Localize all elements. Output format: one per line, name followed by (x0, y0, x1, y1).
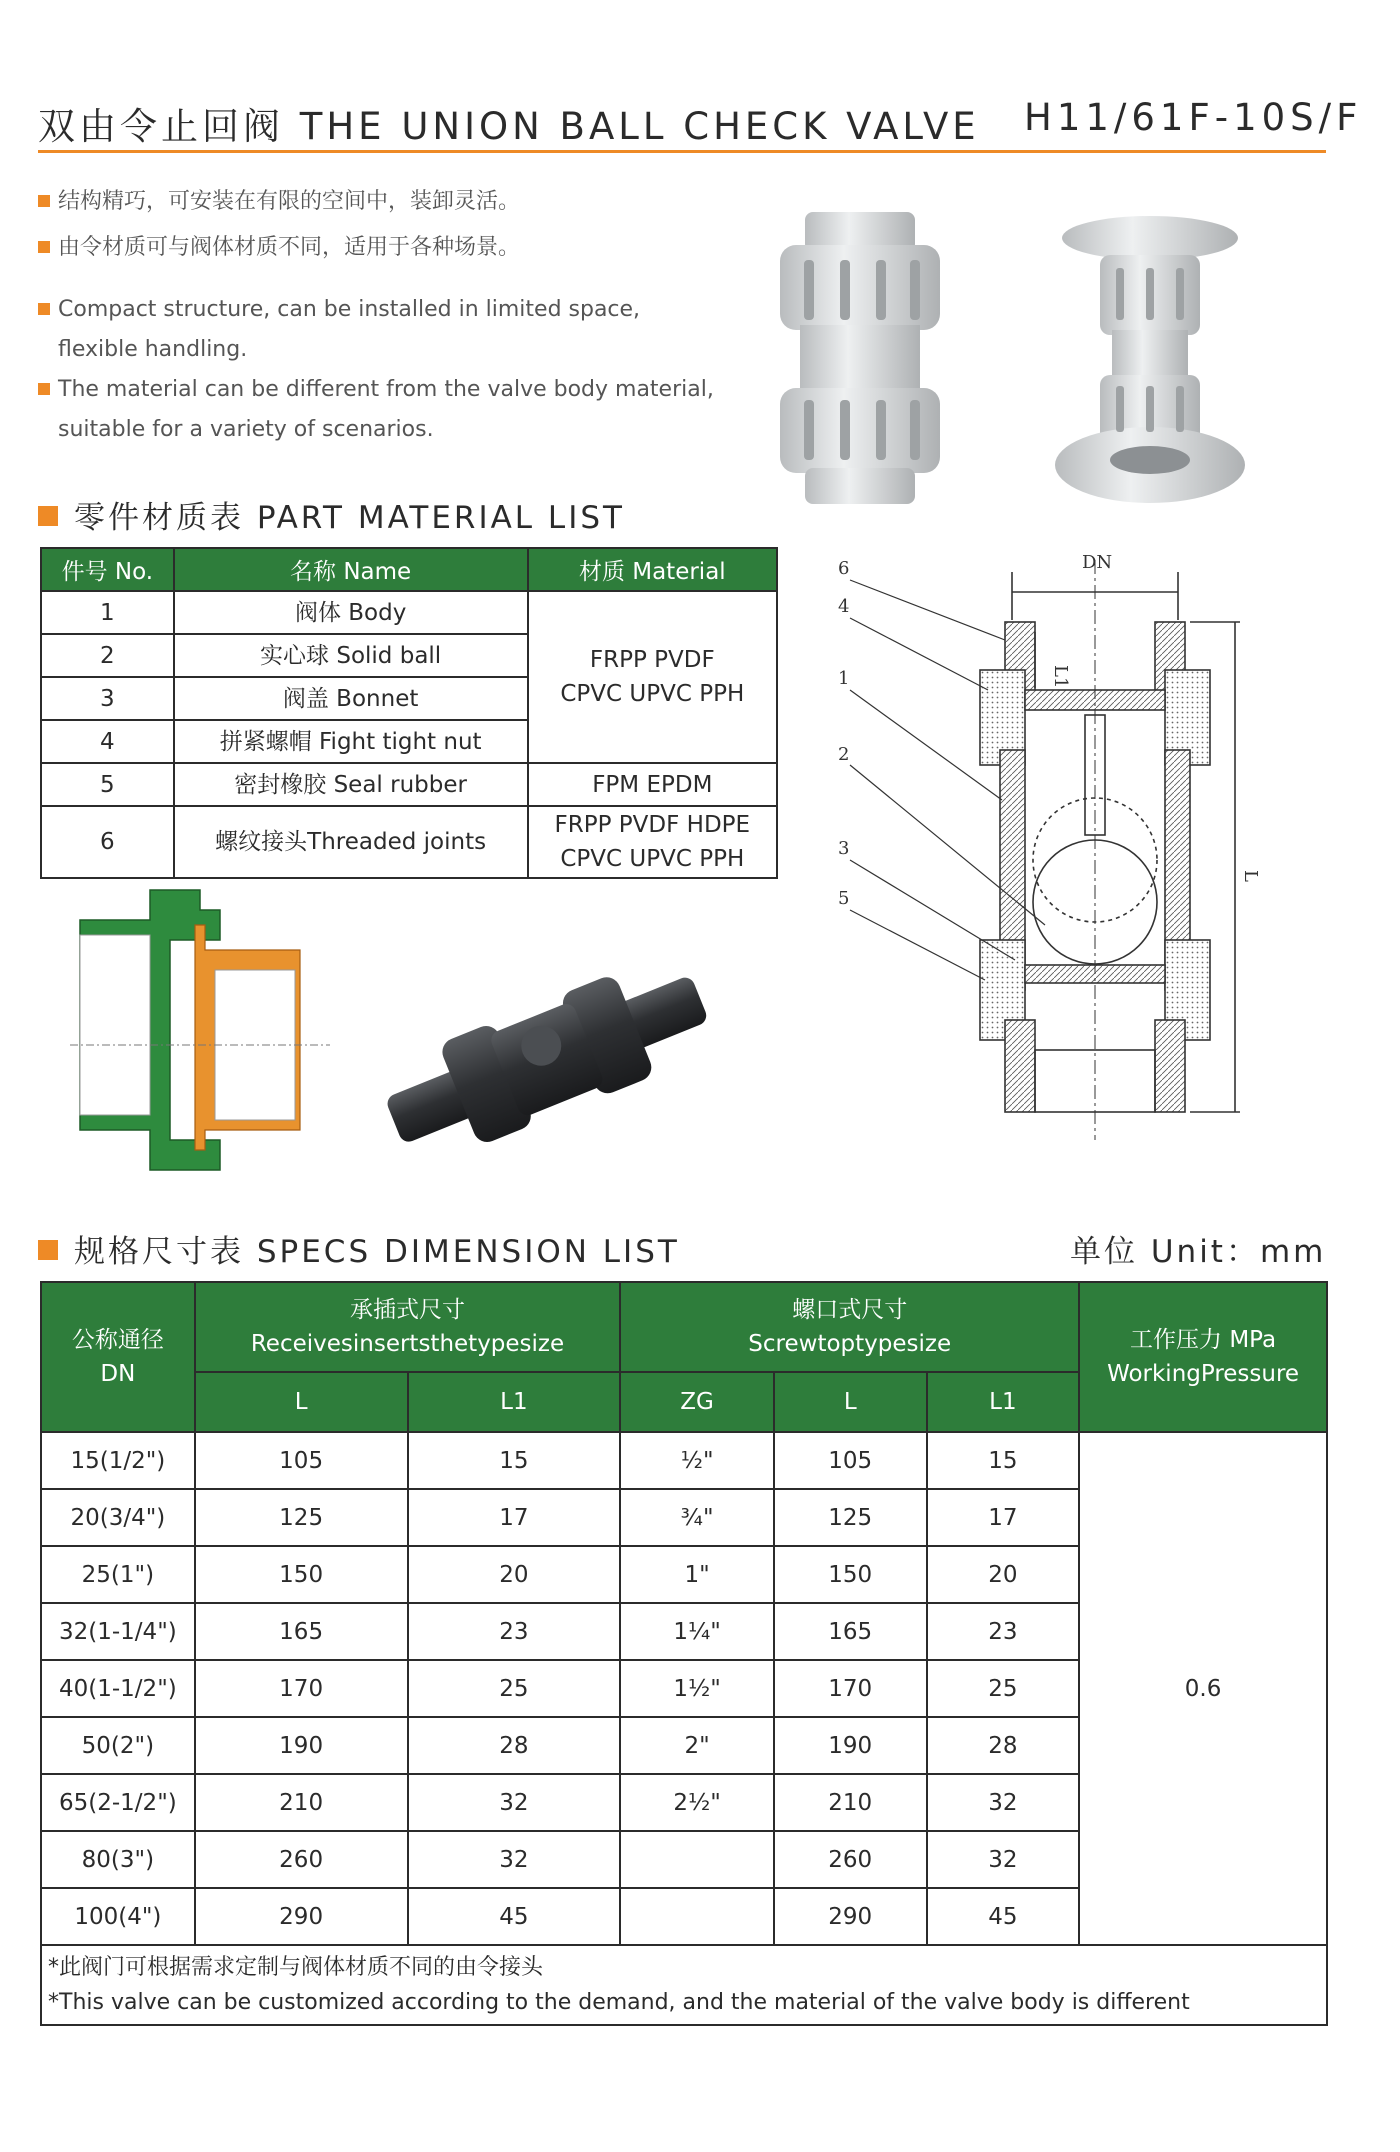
feature-bullet-en-2: The material can be different from the valve body material, (38, 370, 714, 410)
part-material-heading: 零件材质表 PART MATERIAL LIST (38, 492, 625, 537)
cell-screw-l: 190 (774, 1717, 927, 1774)
table-row (41, 1432, 1327, 1489)
cell-screw-l1: 45 (927, 1888, 1080, 1945)
col-socket-l1: L1 (408, 1372, 621, 1432)
cell-l1: 15 (408, 1432, 621, 1489)
bullet-square-icon (38, 195, 50, 207)
valve-section-drawing (820, 540, 1320, 1140)
part-name: 密封橡胶 Seal rubber (174, 763, 528, 806)
col-dn: 公称通径 DN (41, 1282, 195, 1432)
part-material-table (40, 547, 778, 879)
part-no: 6 (41, 806, 174, 878)
cell-screw-l: 260 (774, 1831, 927, 1888)
cell-dn: 15(1/2") (41, 1432, 195, 1489)
cell-screw-l1: 20 (927, 1546, 1080, 1603)
cell-l: 290 (195, 1888, 408, 1945)
callout-2: 2 (838, 744, 850, 765)
cell-screw-l: 125 (774, 1489, 927, 1546)
cell-dn: 65(2-1/2") (41, 1774, 195, 1831)
cell-l: 165 (195, 1603, 408, 1660)
note-en: *This valve can be customized according to the demand, and the material of the valve body is different (48, 1990, 1190, 2015)
section-square-icon (38, 506, 58, 526)
table-row (41, 763, 777, 806)
feature-bullet-en-2-cont: suitable for a variety of scenarios. (58, 417, 434, 442)
cell-l: 105 (195, 1432, 408, 1489)
product-photo-valves (760, 200, 1300, 510)
cell-screw-l: 290 (774, 1888, 927, 1945)
part-no: 5 (41, 763, 174, 806)
feature-bullet-en-1-cont: flexible handling. (58, 337, 248, 362)
callout-6: 6 (838, 558, 850, 579)
cell-zg: 1" (620, 1546, 774, 1603)
cell-pressure: 0.6 (1079, 1432, 1327, 1945)
cell-dn: 50(2") (41, 1717, 195, 1774)
group-socket: 承插式尺寸 Receivesinsertsthetypesize (195, 1282, 621, 1372)
cell-zg: 1¼" (620, 1603, 774, 1660)
feature-bullet-en-1: Compact structure, can be installed in limited space, (38, 290, 640, 330)
cell-screw-l: 165 (774, 1603, 927, 1660)
col-zg: ZG (620, 1372, 774, 1432)
bullet-square-icon (38, 303, 50, 315)
col-no: 件号 No. (41, 548, 174, 591)
col-screw-l1: L1 (927, 1372, 1080, 1432)
cell-l: 170 (195, 1660, 408, 1717)
notes-cell (41, 1945, 1327, 2025)
feature-bullet-cn-1: 结构精巧，可安装在有限的空间中，装卸灵活。 (38, 182, 520, 222)
cell-l: 210 (195, 1774, 408, 1831)
part-name: 阀体 Body (174, 591, 528, 634)
notes-row (41, 1945, 1327, 2025)
part-material: FPM EPDM (528, 763, 777, 806)
cell-l: 260 (195, 1831, 408, 1888)
part-no: 3 (41, 677, 174, 720)
cell-screw-l1: 25 (927, 1660, 1080, 1717)
col-name: 名称 Name (174, 548, 528, 591)
cell-dn: 25(1") (41, 1546, 195, 1603)
cell-zg: ¾" (620, 1489, 774, 1546)
callout-3: 3 (838, 838, 850, 859)
unit-label: 单位 Unit：mm (1070, 1234, 1327, 1270)
cell-l: 190 (195, 1717, 408, 1774)
group-screw: 螺口式尺寸 Screwtoptypesize (620, 1282, 1079, 1372)
page-title: 双由令止回阀 THE UNION BALL CHECK VALVE (38, 105, 980, 148)
cell-zg: ½" (620, 1432, 774, 1489)
cell-zg (620, 1831, 774, 1888)
cell-l1: 32 (408, 1831, 621, 1888)
cell-l1: 20 (408, 1546, 621, 1603)
l1-label: L1 (1050, 665, 1071, 689)
cell-zg (620, 1888, 774, 1945)
cell-l1: 45 (408, 1888, 621, 1945)
cell-dn: 80(3") (41, 1831, 195, 1888)
cell-zg: 2" (620, 1717, 774, 1774)
dn-label: DN (1082, 552, 1113, 573)
part-name: 螺纹接头Threaded joints (174, 806, 528, 878)
cell-zg: 1½" (620, 1660, 774, 1717)
bullet-square-icon (38, 241, 50, 253)
cell-zg: 2½" (620, 1774, 774, 1831)
cell-screw-l1: 15 (927, 1432, 1080, 1489)
col-material: 材质 Material (528, 548, 777, 591)
cell-l: 125 (195, 1489, 408, 1546)
part-no: 4 (41, 720, 174, 763)
part-no: 1 (41, 591, 174, 634)
cell-screw-l1: 32 (927, 1831, 1080, 1888)
product-photo-black-valve (380, 940, 710, 1170)
cell-screw-l: 105 (774, 1432, 927, 1489)
table-row (41, 806, 777, 878)
note-cn: *此阀门可根据需求定制与阀体材质不同的由令接头 (48, 1955, 544, 1980)
cell-screw-l1: 23 (927, 1603, 1080, 1660)
bullet-square-icon (38, 383, 50, 395)
cell-l1: 28 (408, 1717, 621, 1774)
cell-screw-l: 210 (774, 1774, 927, 1831)
cell-l1: 23 (408, 1603, 621, 1660)
callout-1: 1 (838, 668, 850, 689)
part-name: 阀盖 Bonnet (174, 677, 528, 720)
specs-table (40, 1281, 1328, 2026)
cell-screw-l1: 17 (927, 1489, 1080, 1546)
table-header-row (41, 548, 777, 591)
table-row (41, 591, 777, 634)
colored-section-diagram (70, 880, 330, 1180)
callout-5: 5 (838, 888, 850, 909)
part-no: 2 (41, 634, 174, 677)
feature-bullet-cn-2: 由令材质可与阀体材质不同，适用于各种场景。 (38, 228, 520, 268)
cell-dn: 100(4") (41, 1888, 195, 1945)
col-screw-l: L (774, 1372, 927, 1432)
model-number: H11/61F-10S/F (1024, 96, 1363, 139)
part-name: 拼紧螺帽 Fight tight nut (174, 720, 528, 763)
cell-l: 150 (195, 1546, 408, 1603)
table-header-row (41, 1282, 1327, 1372)
cell-dn: 40(1-1/2") (41, 1660, 195, 1717)
cell-screw-l: 150 (774, 1546, 927, 1603)
specs-heading: 规格尺寸表 SPECS DIMENSION LIST (38, 1226, 680, 1271)
cell-screw-l: 170 (774, 1660, 927, 1717)
part-material: FRPP PVDF HDPE CPVC UPVC PPH (528, 806, 777, 878)
callout-4: 4 (838, 596, 850, 617)
cell-screw-l1: 32 (927, 1774, 1080, 1831)
section-square-icon (38, 1240, 58, 1260)
l-label: L (1240, 870, 1261, 882)
part-material-merged: FRPP PVDF CPVC UPVC PPH (528, 591, 777, 763)
col-socket-l: L (195, 1372, 408, 1432)
cell-dn: 20(3/4") (41, 1489, 195, 1546)
cell-dn: 32(1-1/4") (41, 1603, 195, 1660)
cell-screw-l1: 28 (927, 1717, 1080, 1774)
part-name: 实心球 Solid ball (174, 634, 528, 677)
header-divider (38, 150, 1326, 153)
cell-l1: 25 (408, 1660, 621, 1717)
col-pressure: 工作压力 MPa WorkingPressure (1079, 1282, 1327, 1432)
cell-l1: 32 (408, 1774, 621, 1831)
cell-l1: 17 (408, 1489, 621, 1546)
